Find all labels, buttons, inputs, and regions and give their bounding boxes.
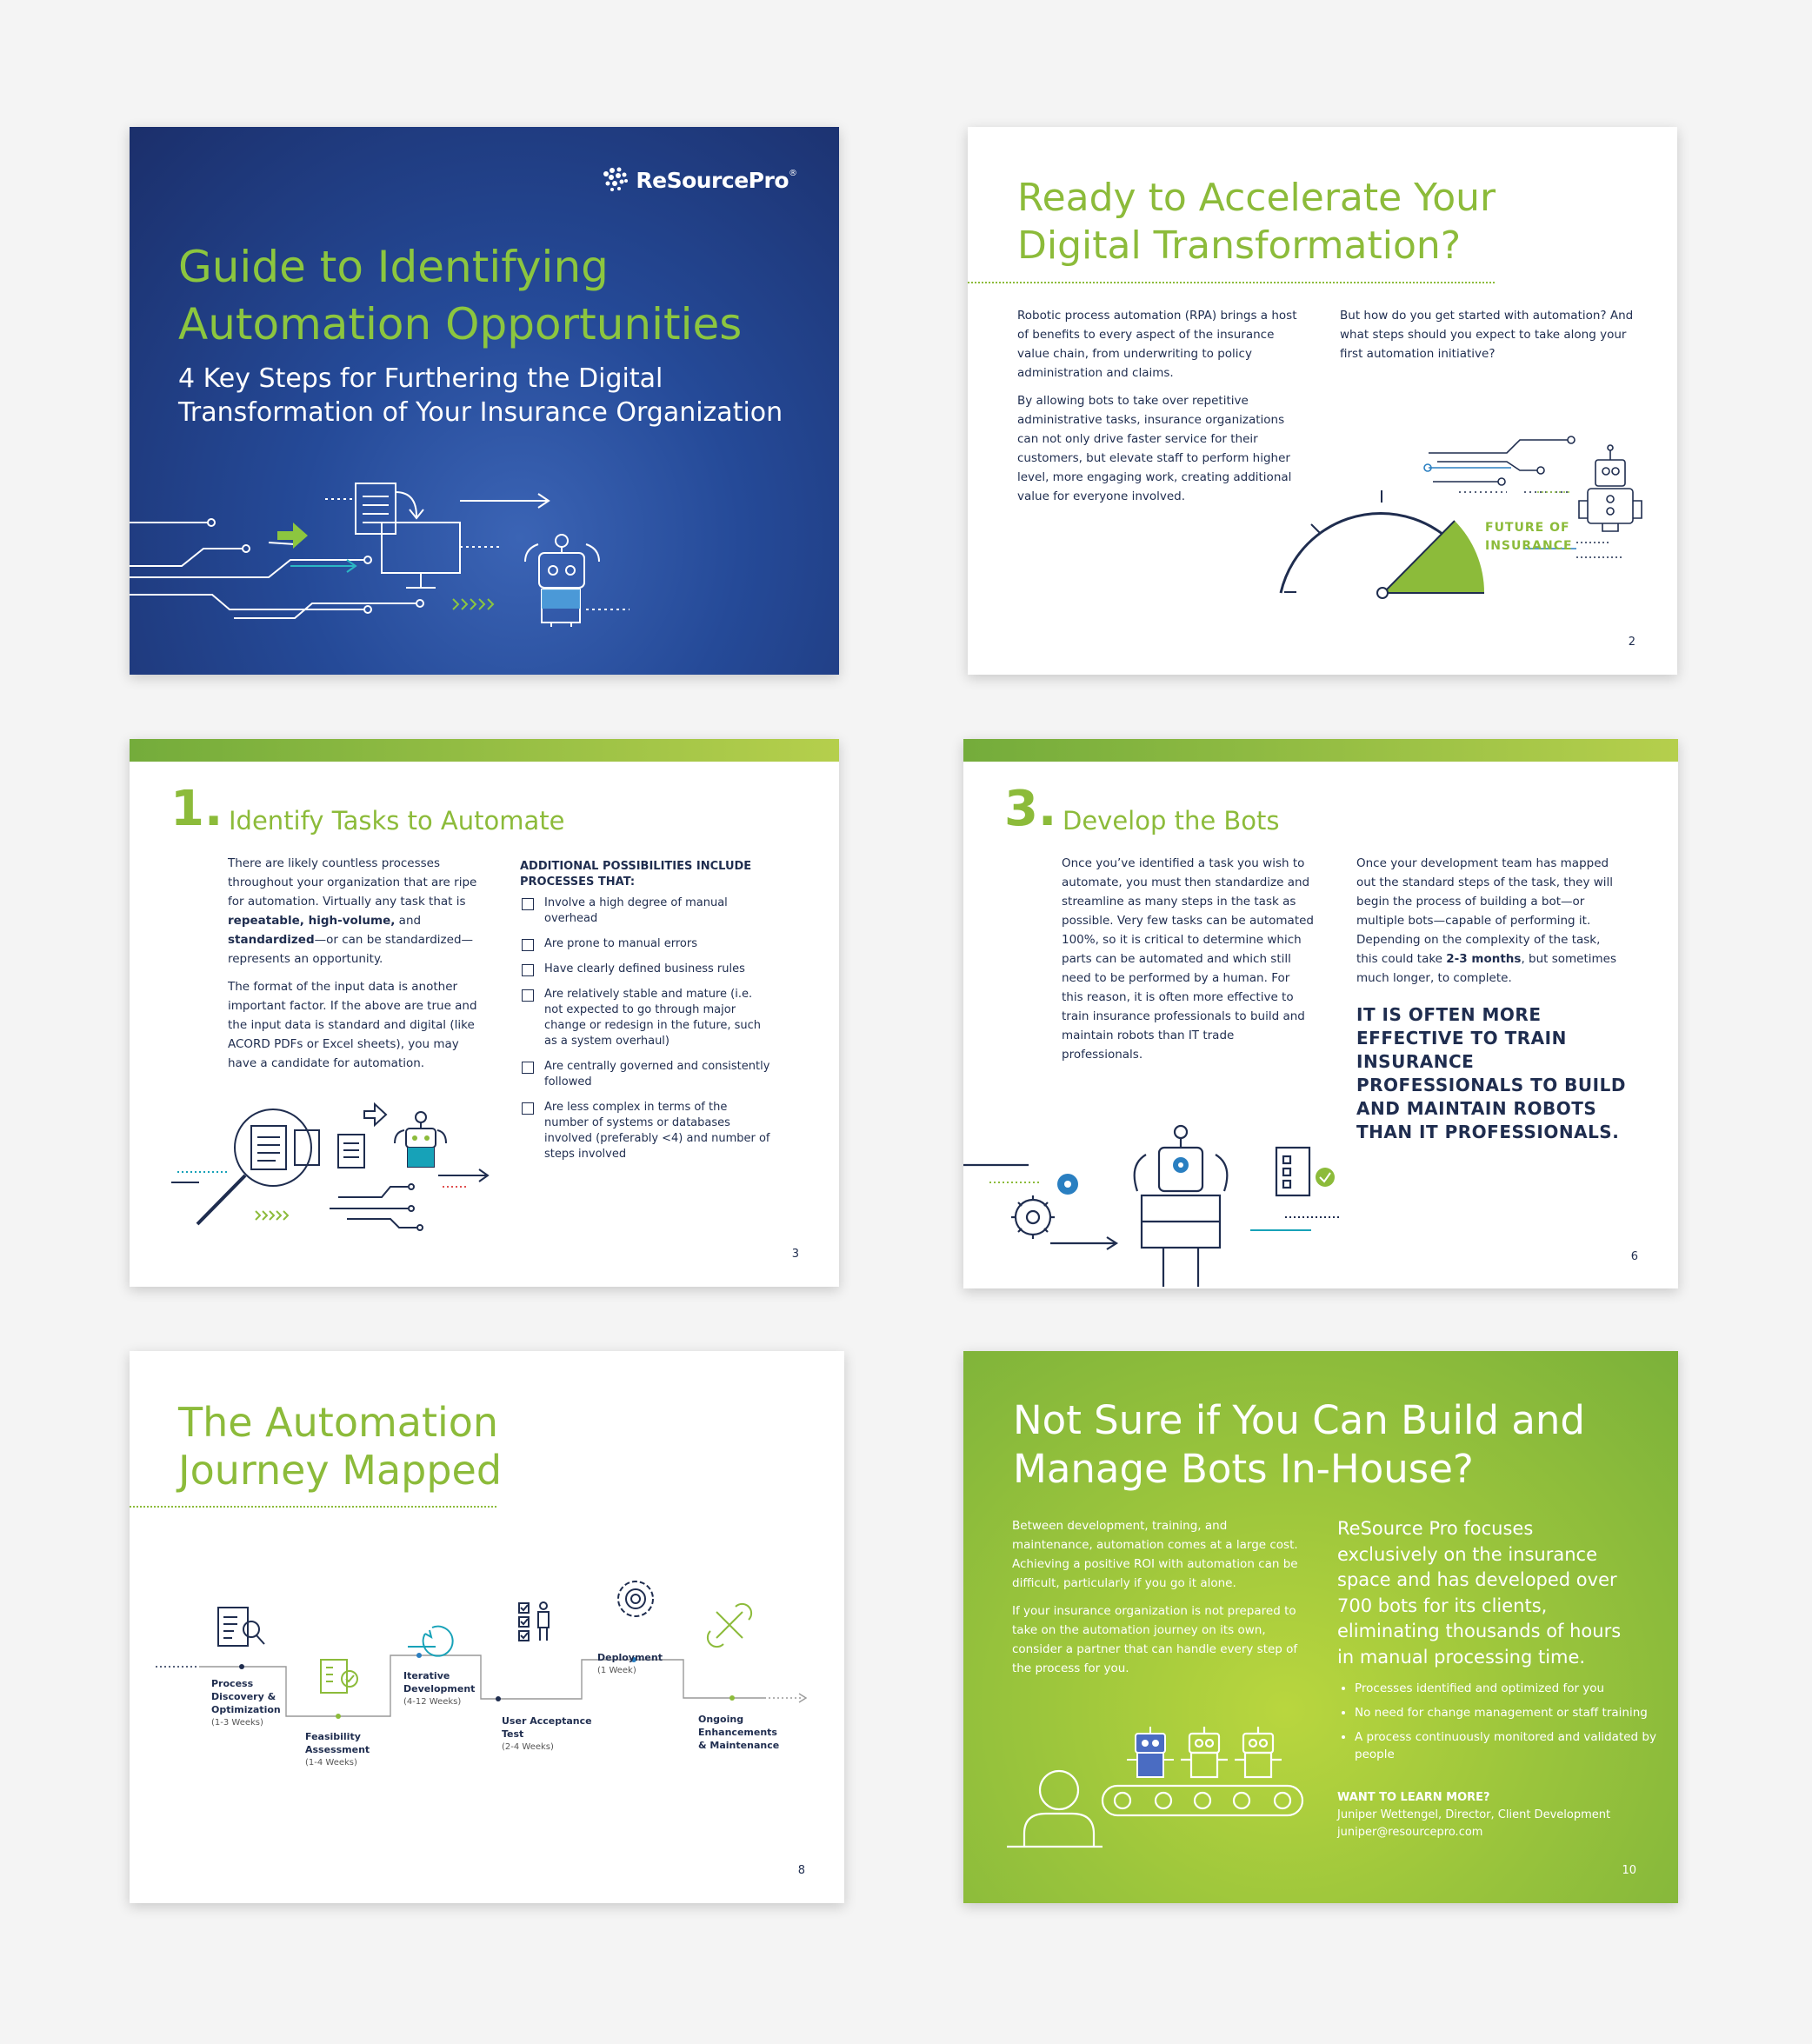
- step-number: 3.: [1004, 781, 1057, 837]
- logo-text: ReSourcePro: [636, 167, 789, 193]
- speedometer-illustration: [968, 127, 1677, 675]
- page3-col-left: There are likely countless processes throughout your organization that are ripe for automation. Virtually any task that is repeatable, high-volume, and standardized—or can be standardized—represents an opportunity. The format of the input data is another important factor. If the above are true and the input data is standard and digital (like ACORD PDFs or Excel sheets), you may have a candidate for automation.: [228, 856, 477, 1070]
- page-number: 8: [797, 1864, 805, 1877]
- journey-step: Deployment (1 Week): [597, 1652, 663, 1675]
- page-number: 6: [1630, 1250, 1638, 1263]
- robot-illustration: [963, 739, 1678, 1288]
- cta-heading: WANT TO LEARN MORE?: [1337, 1791, 1490, 1804]
- benefit-item: • Processes identified and optimized for you: [1355, 1680, 1668, 1697]
- page8-title: The Automation Journey Mapped: [178, 1399, 503, 1494]
- benefit-item: • No need for change management or staff training: [1355, 1704, 1668, 1721]
- journey-map: [130, 1351, 844, 1903]
- checklist-item: Are relatively stable and mature (i.e. not expected to go through major change or redesign in the future, such as a system overhaul): [522, 987, 774, 1049]
- cover-illustration: [130, 127, 839, 675]
- journey-step: Feasibility Assessment (1-4 Weeks): [305, 1731, 370, 1768]
- page-8: [130, 1351, 844, 1903]
- bots-conveyor-illustration: [963, 1351, 1678, 1903]
- checklist-item: Are centrally governed and consistently followed: [522, 1059, 774, 1090]
- logo-registered: ®: [789, 169, 797, 178]
- contact-name: Juniper Wettengel, Director, Client Development: [1337, 1808, 1611, 1821]
- page-10: [963, 1351, 1678, 1903]
- page10-title: Not Sure if You Can Build and Manage Bots In-House?: [1013, 1397, 1585, 1492]
- page-number: 2: [1628, 636, 1635, 649]
- page6-col-left: Once you’ve identified a task you wish to automate, you must then standardize and streamline as many steps in the task as possible. Very few tasks can be automated 100%, so it is critical to determine which parts can be automated and which still need to be performed by a human. For this reason, it is often more effective to train insurance professionals to build and maintain robots than IT trade professionals.: [1062, 856, 1314, 1062]
- gauge-label: FUTURE OF INSURANCE: [1485, 521, 1573, 553]
- highlight-statement: ReSource Pro focuses exclusively on the insurance space and has developed over 700 bots for its clients, eliminating thousands of hours in manual processing time.: [1337, 1518, 1622, 1668]
- magnifier-illustration: [130, 739, 839, 1287]
- page6-title: Develop the Bots: [1063, 806, 1280, 836]
- step-number: 1.: [170, 781, 223, 837]
- journey-step: Ongoing Enhancements & Maintenance: [698, 1714, 780, 1751]
- checklist-item: Are less complex in terms of the number of systems or databases involved (preferably <4) and number of steps involved: [522, 1100, 774, 1162]
- page-2: [968, 127, 1677, 675]
- journey-step: Process Discovery & Optimization (1-3 Weeks): [211, 1678, 281, 1728]
- checklist-item: Have clearly defined business rules: [522, 962, 774, 977]
- page2-col-left: Robotic process automation (RPA) brings a host of benefits to every aspect of the insurance value chain, from underwriting to policy administration and claims. By allowing bots to take over repetitive administrative tasks, insurance organizations can not only drive faster service for their customers, but elevate staff to perform higher level, more engaging work, creating additional value for everyone involved.: [1017, 309, 1297, 503]
- checklist-item: Are prone to manual errors: [522, 936, 774, 952]
- callout-quote: IT IS OFTEN MORE EFFECTIVE TO TRAIN INSURANCE PROFESSIONALS TO BUILD AND MAINTAIN ROBOTS THAN IT PROFESSIONALS.: [1356, 1004, 1626, 1142]
- page-number: 10: [1622, 1864, 1636, 1877]
- cover-subtitle: 4 Key Steps for Furthering the Digital Transformation of Your Insurance Organization: [178, 363, 783, 428]
- page6-col-right: Once your development team has mapped out the standard steps of the task, they will begin the process of building a bot—or multiple bots—capable of performing it. Depending on the complexity of the task, this could take 2-3 months, but sometimes much longer, to complete.: [1356, 856, 1617, 985]
- page3-title: Identify Tasks to Automate: [229, 806, 565, 836]
- journey-step: Iterative Development (4-12 Weeks): [403, 1670, 476, 1707]
- list-heading: ADDITIONAL POSSIBILITIES INCLUDE PROCESSES THAT:: [520, 860, 752, 889]
- page2-title: Ready to Accelerate Your Digital Transformation?: [1017, 176, 1496, 268]
- contact-email[interactable]: juniper@resourcepro.com: [1337, 1826, 1483, 1839]
- page-3: [130, 739, 839, 1287]
- journey-step: User Acceptance Test (2-4 Weeks): [502, 1715, 592, 1752]
- page2-col-right: But how do you get started with automation? And what steps should you expect to take along your first automation initiative?: [1340, 309, 1634, 361]
- page10-col-left: Between development, training, and maintenance, automation comes at a large cost. Achieving a positive ROI with automation can be difficult, particularly if you go it alone. If your insurance organization is not prepared to take on the automation journey on its own, consider a partner that can handle every step of the process for you.: [1012, 1519, 1298, 1675]
- cover-page: [130, 127, 839, 675]
- checklist-item: Involve a high degree of manual overhead: [522, 895, 774, 927]
- page-number: 3: [791, 1248, 799, 1261]
- benefit-item: • A process continuously monitored and validated by people: [1355, 1728, 1668, 1763]
- page-6: [963, 739, 1678, 1288]
- cover-title: Guide to Identifying Automation Opportunities: [178, 242, 743, 350]
